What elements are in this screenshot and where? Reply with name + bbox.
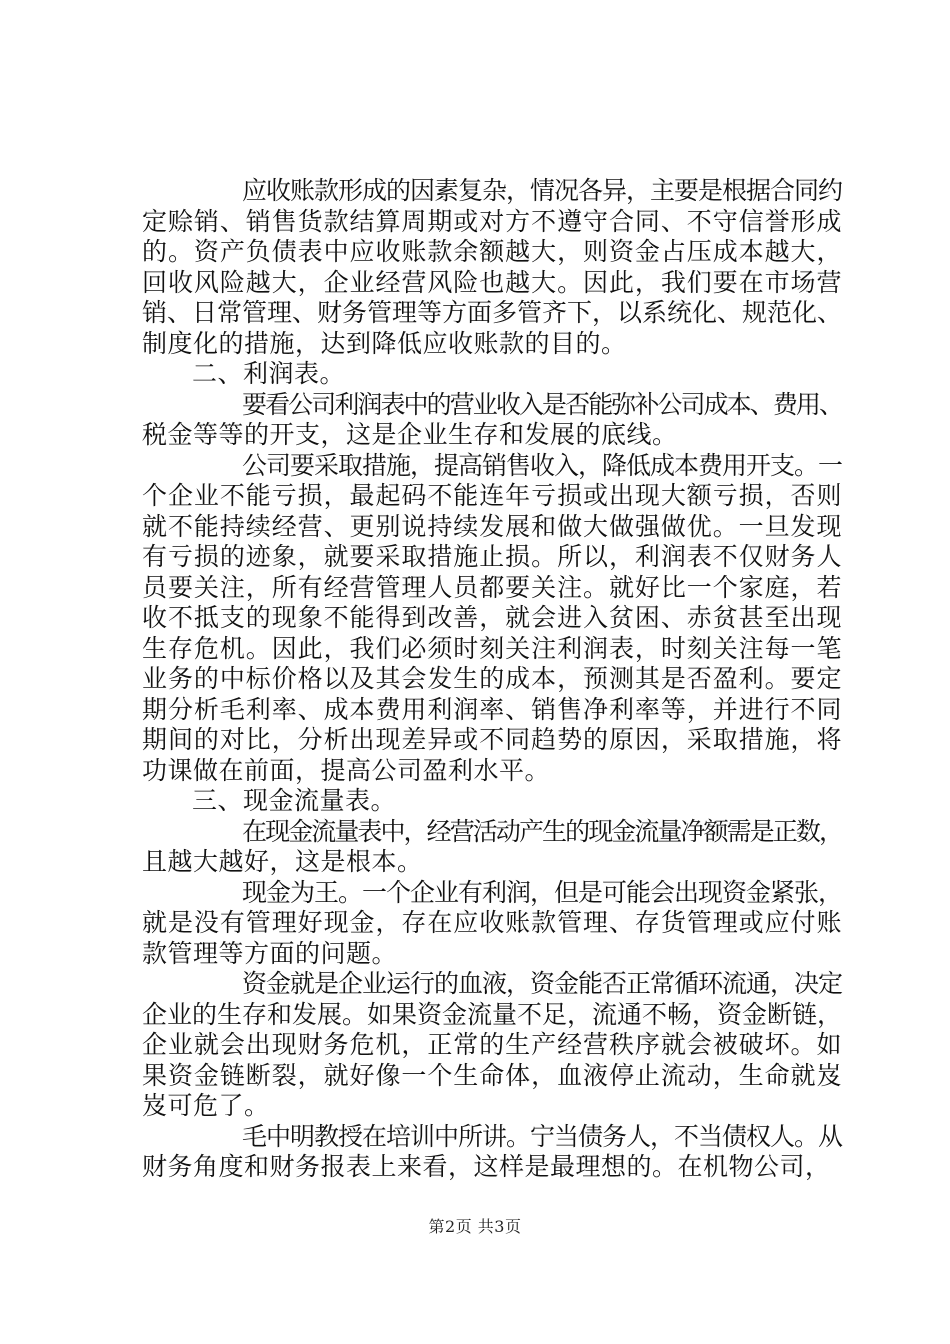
- text-line: 回收风险越大，企业经营风险也越大。因此，我们要在市场营: [142, 267, 842, 297]
- body-paragraph: [142, 1122, 842, 1183]
- body-paragraph: [142, 451, 842, 787]
- text-line: 企业就会出现财务危机，正常的生产经营秩序就会被破坏。如: [142, 1030, 842, 1059]
- body-paragraph: [142, 878, 842, 970]
- text-line: 员要关注，所有经营管理人员都要关注。就好比一个家庭，若: [142, 572, 842, 602]
- text-line: 的。资产负债表中应收账款余额越大，则资金占压成本越大，: [142, 237, 842, 266]
- text-line: 果资金链断裂，就好像一个生命体，血液停止流动，生命就岌: [142, 1060, 842, 1090]
- text-line: 就不能持续经营、更别说持续发展和做大做强做优。一旦发现: [142, 511, 842, 541]
- text-line: 个企业不能亏损，最起码不能连年亏损或出现大额亏损，否则: [142, 481, 842, 510]
- text-line: 二、利润表。: [192, 359, 346, 388]
- section-heading: [142, 786, 842, 817]
- text-line: 就是没有管理好现金，存在应收账款管理、存货管理或应付账: [142, 908, 842, 937]
- text-line: 应收账款形成的因素复杂，情况各异，主要是根据合同约: [242, 176, 843, 205]
- page-footer: 第2页 共3页: [428, 1217, 522, 1236]
- text-line: 资金就是企业运行的血液，资金能否正常循环流通，决定: [242, 969, 843, 998]
- text-line: 生存危机。因此，我们必须时刻关注利润表，时刻关注每一笔: [142, 633, 842, 663]
- text-line: 公司要采取措施，提高销售收入，降低成本费用开支。一: [242, 450, 843, 480]
- text-line: 现金为王。一个企业有利润，但是可能会出现资金紧张，: [242, 877, 843, 907]
- text-line: 财务角度和财务报表上来看，这样是最理想的。在机物公司，: [142, 1152, 831, 1181]
- text-line: 企业的生存和发展。如果资金流量不足，流通不畅，资金断链，: [142, 999, 843, 1029]
- text-line: 三、现金流量表。: [192, 786, 397, 815]
- document-body: [142, 176, 842, 1183]
- body-paragraph: [142, 969, 842, 1122]
- text-line: 岌可危了。: [142, 1091, 270, 1120]
- text-line: 税金等等的开支，这是企业生存和发展的底线。: [142, 420, 678, 449]
- text-line: 制度化的措施，达到降低应收账款的目的。: [142, 328, 627, 358]
- text-line: 期分析毛利率、成本费用利润率、销售净利率等，并进行不同: [142, 694, 842, 724]
- text-line: 收不抵支的现象不能得到改善，就会进入贫困、赤贫甚至出现: [142, 603, 842, 632]
- text-line: 功课做在前面，提高公司盈利水平。: [142, 755, 551, 785]
- text-line: 款管理等方面的问题。: [142, 938, 398, 968]
- text-line: 业务的中标价格以及其会发生的成本，预测其是否盈利。要定: [142, 664, 842, 693]
- text-line: 期间的对比，分析出现差异或不同趋势的原因，采取措施，将: [142, 725, 842, 754]
- body-paragraph: [142, 390, 842, 451]
- text-line: 要看公司利润表中的营业收入是否能弥补公司成本、费用、: [242, 389, 842, 419]
- text-line: 销、日常管理、财务管理等方面多管齐下，以系统化、规范化、: [142, 298, 843, 327]
- body-paragraph: [142, 176, 842, 359]
- text-line: 且越大越好，这是根本。: [142, 847, 423, 876]
- body-paragraph: [142, 817, 842, 878]
- text-line: 毛中明教授在培训中所讲。宁当债务人，不当债权人。从: [242, 1121, 843, 1151]
- section-heading: [142, 359, 842, 390]
- text-line: 在现金流量表中，经营活动产生的现金流量净额需是正数，: [242, 816, 842, 846]
- text-line: 有亏损的迹象，就要采取措施止损。所以，利润表不仅财务人: [142, 542, 842, 571]
- text-line: 定赊销、销售货款结算周期或对方不遵守合同、不守信誉形成: [142, 206, 842, 236]
